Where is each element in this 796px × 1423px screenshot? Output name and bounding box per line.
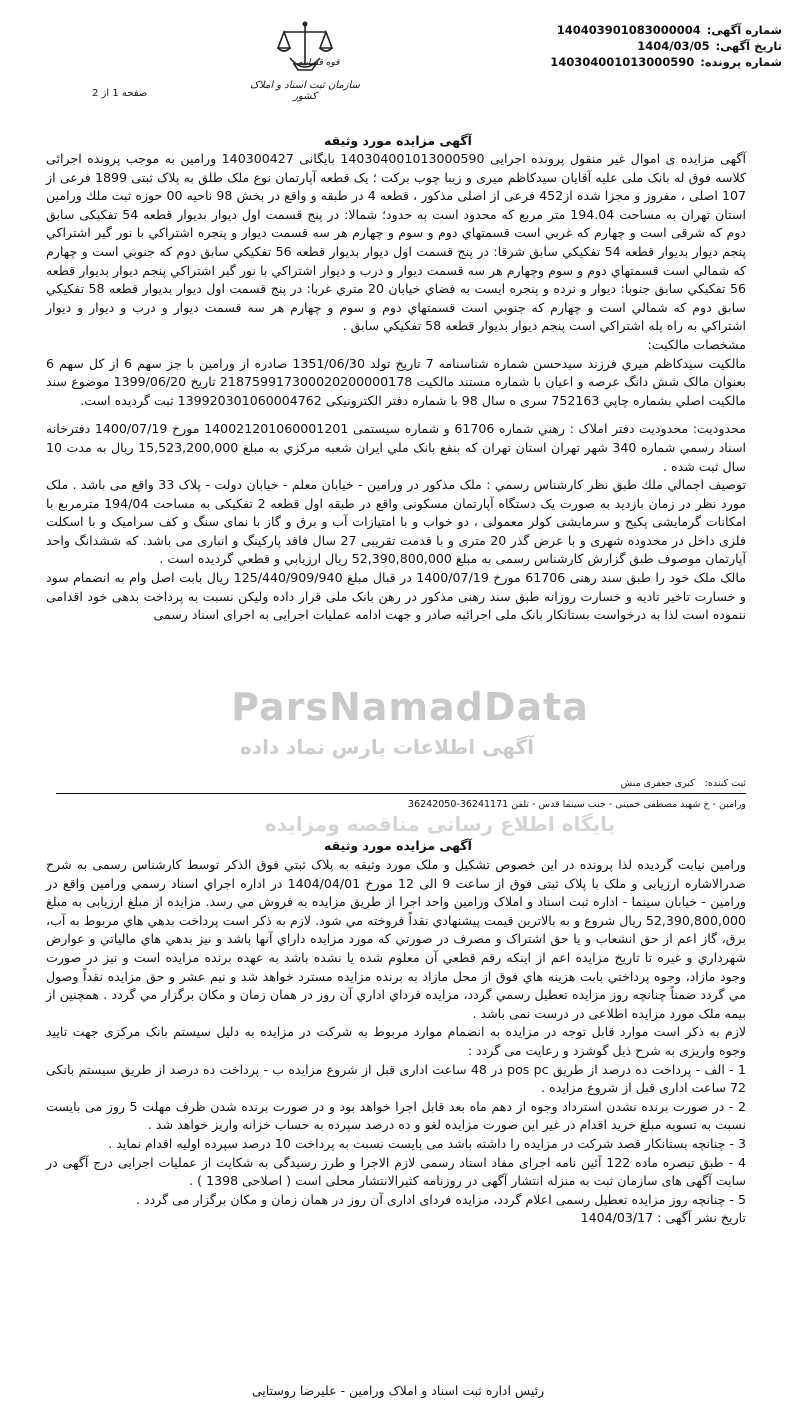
ad-date: 1404/03/05 <box>637 39 710 53</box>
property-description: آگهی مزایده ی اموال غیر منقول پرونده اجرایی 140304001013000590 بایگانی 140300427 ورامین به موجب پرونده اجرائی کلاسه فوق له بانک ملی علیه آقایان سیدکاظم میری و زیبا چوب برکت ؛ یک قطعه آپارتمان نوع ملک طلق به پلاک ثبتی 1899 فرعی از 107 اصلی ، مفروز و مجزا شده از452 فرعی از اصلی مذکور ، قطعه 4 در طبقه و واقع در بخش 98 ناحیه 00 حوزه ثبت ملك ورامین استان تهران به مساحت 194.04 متر مربع که محدود است به حدود؛ شمالا: در پنج قسمت اول دیوار بدیوار قطعه 54 تفکیکی سابق دوم که شرقی است و چهارم که غربي است قسمتهاي دوم و سوم و چهارم هر سه قسمت ديوار و پنجره اشتراکي با نور گير اشتراکي پنجم ديوار بديوار قطعه 54 تفکيکي سابق شرقا: در پنج قسمت اول ديوار بديوار قطعه 56 تفکيکي سابق دوم که جنوبي است و چهارم که شمالي است قسمتهاي دوم و سوم وچهارم هر سه قسمت ديوار و درب و ديوار اشتراکي با نور گير اشتراکي پنجم ديوار بديوار قطعه 56 تفکيکي سابق جنوبا: ديوار و نرده و پنجره ايست به فضاي خيابان 20 متري غربا: در پنج قسمت اول ديوار بديوار قطعه 58 تفکيکي سابق دوم که شمالي است و چهارم که جنوبي است قسمتهاي دوم و سوم و چهارم هر سه قسمت ديوار و درب و ديوار و ديوار اشتراکي به راه پله اشتراکي است پنجم ديوار بديوار قطعه 58 تفکيکي سابق . <box>46 151 746 334</box>
section2-title: آگهی مزایده مورد وثیقه <box>324 838 472 853</box>
judiciary-text: قوه قضاییه <box>298 58 340 68</box>
registrar-label: ثبت کننده: <box>704 778 746 789</box>
ad-number-row <box>462 22 782 38</box>
owner-heading: مشخصات مالکیت: <box>647 336 746 352</box>
auction-details: ورامین نيابت گرديده لذا پرونده در اين خصوص تشکيل و ملک مورد وثيقه به پلاک ثبتي فوق الذکر توسط کارشناس رسمی به شرح صدرالاشاره ارزیابی و ملک با پلاک ثبتی فوق از ساعت 9 الی 12 مورخ 1404/04/01 در اداره اجراي اسناد رسمي ورامين واقع در ورامين - خيابان سينما - اداره ثبت اسناد و املاک ورامين واحد اجرا از طريق مزايده به فروش مي رسد. مزایده از مبلغ ارزیابی به مبلغ 52,390,800,000 ريال شروع و به بالاترين قيمت پيشنهادي نقداً فروخته مي شود. لازم به ذکر است پرداخت بدهي هاي مربوط به آب، برق، گاز اعم از حق انشعاب و يا حق اشتراک و مصرف در صورتي که مورد مزايده داراي آنها باشد و نيز بدهي هاي مالياتي و عوارض شهرداري و غيره تا تاريخ مزايده اعم از اينکه رقم قطعي آن معلوم شده يا نشده باشد به عهده برنده مزايده است و نيز در صورت وجود مازاد، وجوه پرداختي بابت هزينه هاي فوق از محل مازاد به برنده مزايده مسترد خواهد شد و نيم عشر و حق مزايده نقداً وصول مي گردد ضمناً چنانچه روز مزايده تعطيل رسمي گردد، مزايده فرداي اداري آن روز در همان زمان و مکان برگزار مي گردد . همچنین از بیمه ملک مورد مزایده اطلاعی در درست نمی باشد . <box>46 857 746 1021</box>
case-number: 140304001013000590 <box>550 55 695 69</box>
ad-date-row <box>462 38 782 54</box>
participation-notice: لازم به ذکر است موارد قابل توجه در مزایده به انضمام موارد مربوط به شرکت در مزایده به دلیل سیستم بانک مرکزی جهت تایید وجوه واریزی به شرح ذیل گوشزد و رعایت می گردد : <box>46 1024 746 1058</box>
notice-meta <box>462 22 782 70</box>
restriction-details: محدودیت: محدوديت دفتر املاک : رهني شماره 61706 و شماره سیستمی 140021201060001201 مورخ 1400/07/19 دفترخانه اسناد رسمي شماره 340 شهر تهران استان تهران که بنفع بانک ملي ايران شعبه مرکزي به مبلغ 15,523,200,000 ريال به مدت 10 سال ثبت شده . <box>46 421 746 474</box>
expert-description: توصيف اجمالي ملك طبق نظر کارشناس رسمي : ملک مذکور در ورامین - خیابان معلم - خیابان دولت - پلاک 33 واقع می باشد . ملک مورد نظر در زمان بازدید به صورت یک دستگاه آپارتمان مسکونی واقع در طبقه اول قطعه 2 تفکیکی به مساحت 194/04 مترمربع با امکانات گرمایشی پکیج و سرمایشی کولر معمولی ، دو خواب و با امتیازات آب و برق و گاز با نمای سنگ و کف سرامیک و با اسکلت فلزی داخل در محدوده شهری و با عرض گذر 20 متری و با قدمت تقریبی 27 سال فاقد پارکینگ و انباری می باشد. که ششدانگ واحد آپارتمان موصوف طبق گزارش کارشناس رسمی به مبلغ 52,390,800,000 ريال ارزيابي و قطعي گرديده است . <box>46 477 746 567</box>
watermark: ParsNamadData <box>231 685 589 729</box>
owner-details: مالکیت سیدکاظم میري فرزند سیدحسن شماره شناسنامه 7 تاريخ تولد 1351/06/30 صادره از ورامین با جز سهم 6 از کل سهم 6 بعنوان مالک شش دانگ عرصه و اعیان با شماره مستند مالکیت 218759917300020200000178 تاریخ 1399/06/20 موضوع سند مالکیت اصلي بشماره چاپي 752163 سری ه سال 98 با شماره دفتر الکترونیکی 139920301060004762 ثبت گردیده است. <box>46 355 746 408</box>
organization-name: سازمان ثبت اسناد و املاک کشور <box>250 80 360 102</box>
registrar-address: ورامين - خ شهید مصطفی خمینی - جنب سینما قدس - تلفن 36241171-36242050 <box>408 799 746 810</box>
registrar-name: کبری جعفری منش <box>620 778 695 789</box>
condition-item-5: 5 - چنانچه روز مزایده تعطیل رسمی اعلام گردد، مزایده فردای اداری آن روز در همان زمان و مکان برگزار می گردد . <box>135 1191 746 1207</box>
registrar-block <box>46 778 746 810</box>
condition-item-3: 3 - چنانچه بستانکار قصد شرکت در مزایده را داشته باشد می بایست نسبت به پرداخت 10 درصد سپرده اولیه اقدام نماید . <box>108 1135 746 1151</box>
watermark-subtext: آگهی اطلاعات پارس نماد داده <box>240 735 534 759</box>
section2-body <box>46 856 746 1228</box>
condition-item-4: 4 - طبق تبصره ماده 122 آئین نامه اجرای مفاد اسناد رسمی لازم الاجرا و طرز رسیدگی به شکایت از عملیات اجرایی درج آگهی در سایت آگهی های سازمان ثبت به منزله انتشار آگهی در روزنامه کثیرالانتشار محلی است ( اصلاحی 1398 ) . <box>46 1154 746 1189</box>
header <box>0 0 796 120</box>
signature: رئیس اداره ثبت اسناد و املاک ورامین - علیرضا روستایی <box>251 1383 545 1398</box>
case-number-label: شماره پرونده: <box>700 55 782 69</box>
debt-details: مالک ملک خود را طبق سند رهنی 61706 مورخ 1400/07/19 در قبال مبلغ 125/440/909/940 ریال بابت اصل وام به انضمام سود و خسارت تاخیر تادیه و خسارت روزانه طبق سند رهنی مذکور در رهن بانک ملی قرار داده ولیکن نسبت به پرداخت بدهی خود اقدامی ننموده است لذا به درخواست بستانکار بانک ملی اجرائیه صادر و جهت ادامه عملیات اجرایی به اجرای اسناد رسمی <box>46 570 746 623</box>
condition-item-2: 2 - در صورت برنده نشدن استرداد وجوه از دهم ماه بعد قابل اجرا خواهد بود و در صورت برنده شدن ظرف مهلت 5 روز می بایست نسبت به تسویه مبلغ خرید اقدام در غیر این صورت مزایده لغو و ده درصد سپرده به حساب خزانه واریز خواهد شد . <box>46 1098 746 1133</box>
publish-date: تاریخ نشر آگهی : 1404/03/17 <box>580 1210 746 1226</box>
section1-title: آگهی مزایده مورد وثیقه <box>324 133 472 148</box>
condition-item-1: 1 - الف - پرداخت ده درصد از طریق pos pc در 48 ساعت اداری قبل از شروع مزایده ب - پرداخت ده درصد از طریق سیستم بانکی 72 ساعت اداری قبل از شروع مزایده . <box>46 1061 747 1096</box>
registrar-divider <box>56 793 746 794</box>
ad-date-label: تاریخ آگهی: <box>715 39 782 53</box>
ad-number-label: شماره آگهی: <box>706 23 782 37</box>
page-indicator: صفحه 1 از 2 <box>92 88 148 99</box>
ad-number: 140403901083000004 <box>556 23 701 37</box>
watermark-portal: پایگاه اطلاع رسانی مناقصه ومزایده <box>264 812 616 836</box>
case-number-row <box>462 54 782 70</box>
judiciary-emblem-icon <box>270 18 340 78</box>
section1-body <box>46 150 746 625</box>
